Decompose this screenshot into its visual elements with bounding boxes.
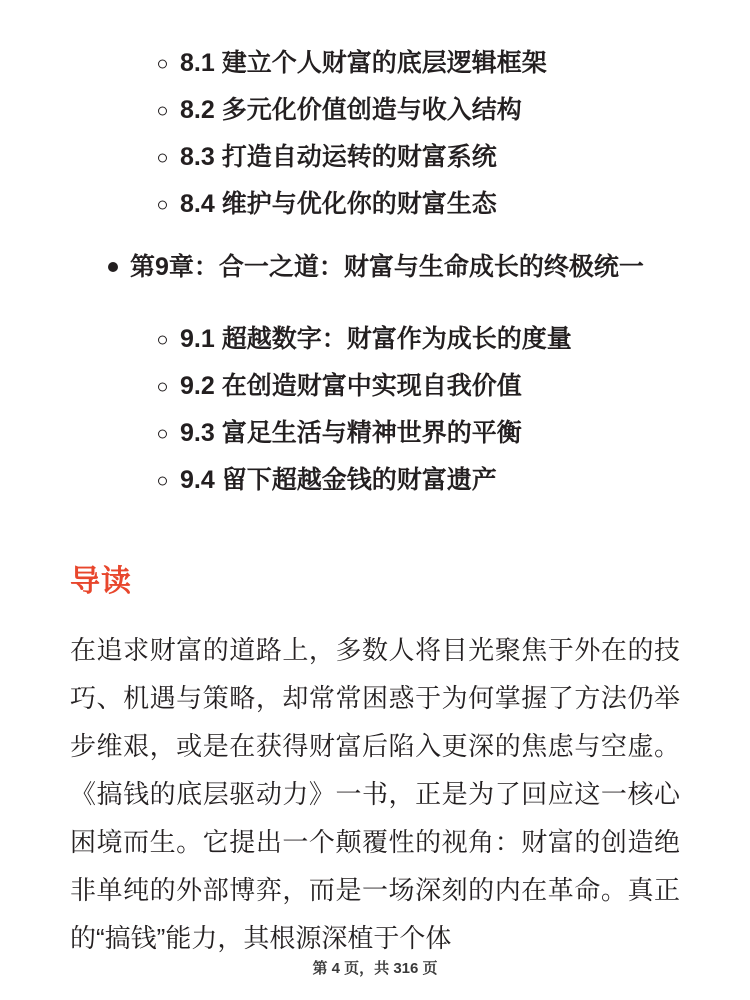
toc-sublist-chapter9 — [70, 316, 680, 504]
filled-bullet-icon — [108, 262, 118, 272]
toc-sub-item-label: 9.1 超越数字：财富作为成长的度量 — [180, 325, 572, 353]
hollow-bullet-icon — [158, 200, 167, 209]
toc-sub-item-label: 8.3 打造自动运转的财富系统 — [180, 143, 497, 171]
toc-sub-item-label: 9.2 在创造财富中实现自我价值 — [180, 372, 522, 400]
toc-sub-item-label: 9.3 富足生活与精神世界的平衡 — [180, 419, 522, 447]
toc-sub-item[interactable] — [70, 457, 680, 504]
toc-sub-item-label: 8.4 维护与优化你的财富生态 — [180, 190, 497, 218]
body-paragraph: 在追求财富的道路上，多数人将目光聚焦于外在的技巧、机遇与策略，却常常困惑于为何掌握了方法仍举步维艰，或是在获得财富后陷入更深的焦虑与空虚。《搞钱的底层驱动力》一书，正是为了回应这一核心困境而生。它提出一个颠覆性的视角：财富的创造绝非单纯的外部博弈，而是一场深刻的内在革命。真正的“搞钱”能力，其根源深植于个体 — [70, 635, 680, 953]
toc-sub-item[interactable] — [70, 87, 680, 134]
toc-sublist-chapter8 — [70, 40, 680, 228]
toc-chapter-label: 第9章：合一之道：财富与生命成长的终极统一 — [130, 253, 644, 281]
hollow-bullet-icon — [158, 429, 167, 438]
toc-sub-item[interactable] — [70, 316, 680, 363]
toc-sub-item[interactable] — [70, 40, 680, 87]
toc-sub-item-label: 9.4 留下超越金钱的财富遗产 — [180, 466, 497, 494]
hollow-bullet-icon — [158, 153, 167, 162]
hollow-bullet-icon — [158, 476, 167, 485]
section-heading: 导读 — [70, 565, 132, 598]
toc-chapter-item[interactable] — [70, 244, 680, 290]
hollow-bullet-icon — [158, 106, 167, 115]
toc-sub-item-label: 8.2 多元化价值创造与收入结构 — [180, 96, 522, 124]
spacer — [70, 302, 680, 316]
page-footer: 第 4 页，共 316 页 — [312, 960, 438, 977]
toc-sub-item[interactable] — [70, 363, 680, 410]
toc-sub-item-label: 8.1 建立个人财富的底层逻辑框架 — [180, 49, 547, 77]
hollow-bullet-icon — [158, 382, 167, 391]
toc-sub-item[interactable] — [70, 134, 680, 181]
hollow-bullet-icon — [158, 59, 167, 68]
toc-sub-item[interactable] — [70, 410, 680, 457]
toc-sub-item[interactable] — [70, 181, 680, 228]
hollow-bullet-icon — [158, 335, 167, 344]
